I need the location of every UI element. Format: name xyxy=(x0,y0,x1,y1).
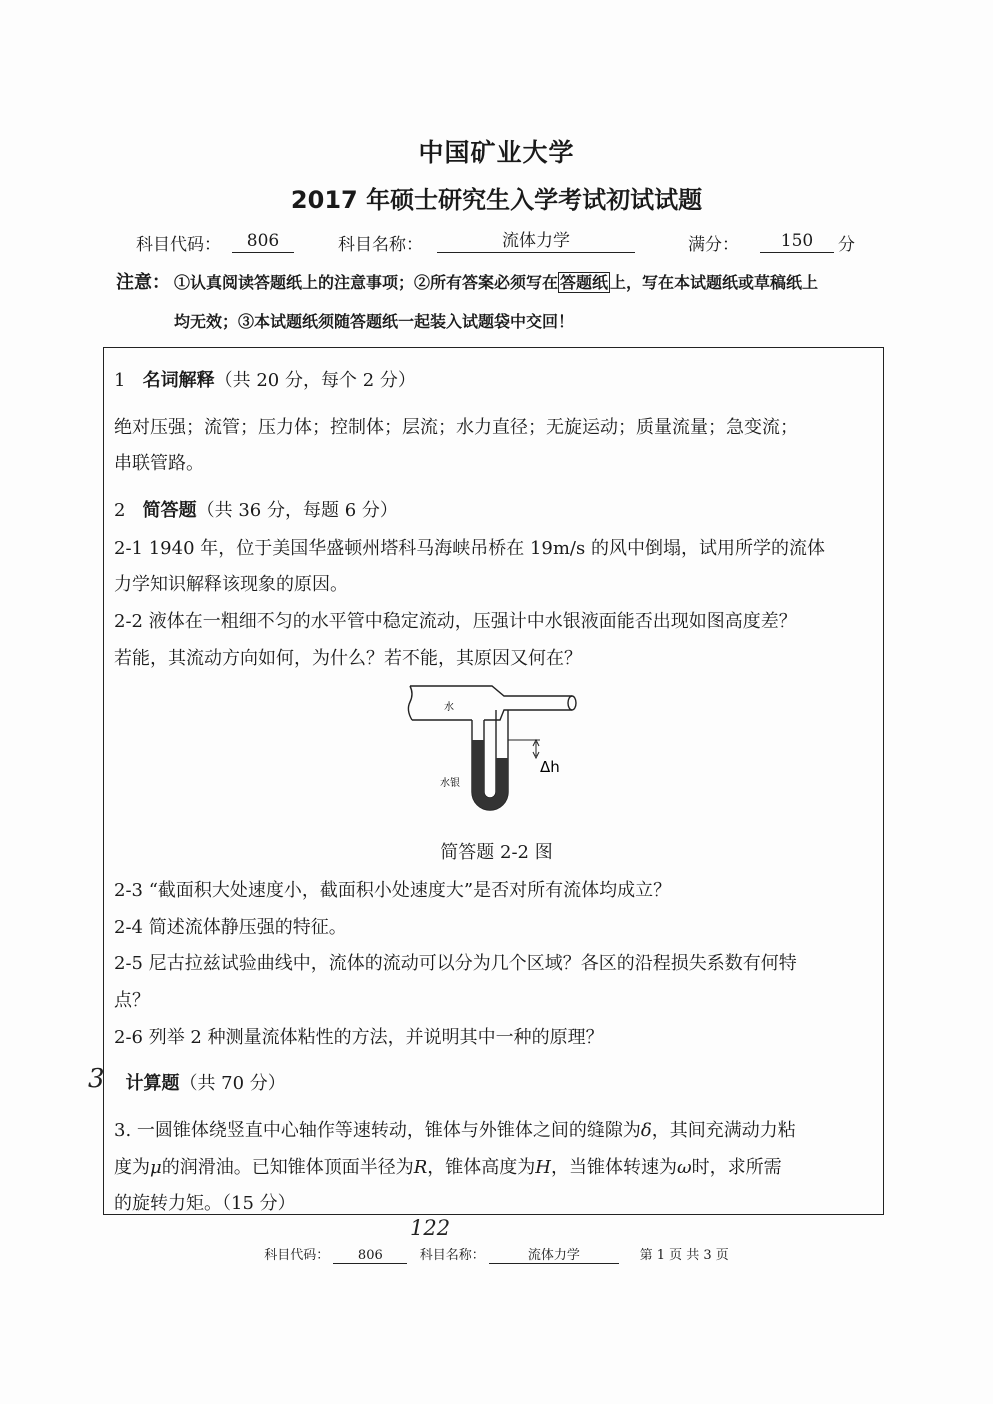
q2-5-line-2: 点？ xyxy=(114,990,150,1011)
q2-3: 2-3 “截面积大处速度小，截面积小处速度大”是否对所有流体均成立？ xyxy=(114,880,672,901)
u-tube-inner xyxy=(484,710,496,798)
q3-line-2a: 度为 xyxy=(114,1157,150,1178)
footer-name-value: 流体力学 xyxy=(489,1244,619,1264)
manometer-figure xyxy=(400,680,590,830)
figure-caption: 简答题 2-2 图 xyxy=(440,842,553,863)
section-2-heading xyxy=(114,493,878,529)
full-score-value-wrap xyxy=(760,230,834,253)
full-score-label: 满分： xyxy=(688,235,739,255)
q3-line-1a: 3. 一圆锥体绕竖直中心轴作等速转动，锥体与外锥体之间的缝隙为 xyxy=(114,1120,641,1141)
subject-code-value: 806 xyxy=(232,230,294,253)
handwritten-page-number: 122 xyxy=(410,1216,451,1240)
notice-line-1 xyxy=(174,265,818,301)
subject-code-value-wrap xyxy=(232,230,294,253)
q2-2-line-2: 若能，其流动方向如何，为什么？若不能，其原因又何在？ xyxy=(114,648,582,669)
section-2-num: 2 xyxy=(114,500,126,521)
section-2-title: 简答题 xyxy=(142,500,197,521)
water-label: 水 xyxy=(444,702,454,713)
symbol-omega: ω xyxy=(676,1157,692,1178)
notice-line-1a: ①认真阅读答题纸上的注意事项；②所有答案必须写在 xyxy=(174,273,559,292)
footer-code-value: 806 xyxy=(333,1248,407,1264)
subject-name-value-wrap xyxy=(437,230,635,253)
q3-line-2c: ，锥体高度为 xyxy=(427,1157,536,1178)
subject-code-label: 科目代码： xyxy=(136,235,221,255)
section-3-title: 计算题 xyxy=(125,1073,180,1094)
notice-label: 注意： xyxy=(116,272,170,293)
mercury-fill xyxy=(472,740,508,810)
pipe-top-wall xyxy=(410,686,572,696)
section-3-heading xyxy=(114,1066,878,1102)
section-1-title: 名词解释 xyxy=(142,370,215,391)
section-1-num: 1 xyxy=(114,370,126,391)
section-3-num-handwritten: 3 xyxy=(88,1064,105,1094)
section-1-terms-line-2: 串联管路。 xyxy=(114,453,204,474)
pipe-break-left xyxy=(408,686,412,720)
pipe-end xyxy=(568,696,576,710)
section-1-heading xyxy=(114,363,878,399)
q3-line-1b: ，其间充满动力粘 xyxy=(651,1120,796,1141)
mercury-label: 水银 xyxy=(440,778,460,789)
notice-line-2: 均无效；③本试题纸须随答题纸一起装入试题袋中交回！ xyxy=(174,312,575,331)
pipe-outline xyxy=(408,686,576,810)
q2-6: 2-6 列举 2 种测量流体粘性的方法，并说明其中一种的原理？ xyxy=(114,1027,604,1048)
pipe-bottom-right xyxy=(484,710,572,720)
section-2-score: （共 36 分，每题 6 分） xyxy=(196,500,398,521)
symbol-r: R xyxy=(413,1157,428,1178)
footer-page-info: 第 1 页 共 3 页 xyxy=(639,1248,729,1263)
symbol-delta: δ xyxy=(640,1120,652,1141)
q2-1-line-1: 2-1 1940 年，位于美国华盛顿州塔科马海峡吊桥在 19m/s 的风中倒塌，试用所学的流体 xyxy=(114,538,825,559)
subject-name-value: 流体力学 xyxy=(437,230,635,253)
q3-line-3: 的旋转力矩。（15 分） xyxy=(114,1193,296,1214)
subject-name-label: 科目名称： xyxy=(338,235,423,255)
answer-sheet-box: 答题纸 xyxy=(560,273,609,292)
delta-h-label: Δh xyxy=(540,758,560,776)
q3-line-2b: 的润滑油。已知锥体顶面半径为 xyxy=(161,1157,414,1178)
footer-code-label: 科目代码： xyxy=(264,1248,330,1263)
section-3-score: （共 70 分） xyxy=(179,1073,286,1094)
notice-line-1b: 上，写在本试题纸或草稿纸上 xyxy=(610,273,819,292)
q3-line-2 xyxy=(114,1150,878,1186)
section-1-score: （共 20 分，每个 2 分） xyxy=(214,370,416,391)
footer xyxy=(0,1244,993,1264)
q2-5-line-1: 2-5 尼古拉兹试验曲线中，流体的流动可以分为几个区域？各区的沿程损失系数有何特 xyxy=(114,953,797,974)
section-1-terms-line-1: 绝对压强；流管；压力体；控制体；层流；水力直径；无旋运动；质量流量；急变流； xyxy=(114,417,798,438)
full-score-value: 150 xyxy=(760,230,834,253)
exam-title: 2017 年硕士研究生入学考试初试试题 xyxy=(290,186,703,214)
q3-line-1 xyxy=(114,1113,878,1149)
symbol-h: H xyxy=(535,1157,551,1178)
university-title: 中国矿业大学 xyxy=(418,138,575,167)
full-score-unit: 分 xyxy=(838,235,855,255)
symbol-mu: μ xyxy=(150,1157,162,1178)
q3-line-2d: ，当锥体转速为 xyxy=(550,1157,677,1178)
q2-2-line-1: 2-2 液体在一粗细不匀的水平管中稳定流动，压强计中水银液面能否出现如图高度差？ xyxy=(114,611,797,632)
q2-4: 2-4 简述流体静压强的特征。 xyxy=(114,917,347,938)
footer-name-label: 科目名称： xyxy=(419,1248,485,1263)
q3-line-2e: 时，求所需 xyxy=(691,1157,782,1178)
q2-1-line-2: 力学知识解释该现象的原因。 xyxy=(114,574,348,595)
